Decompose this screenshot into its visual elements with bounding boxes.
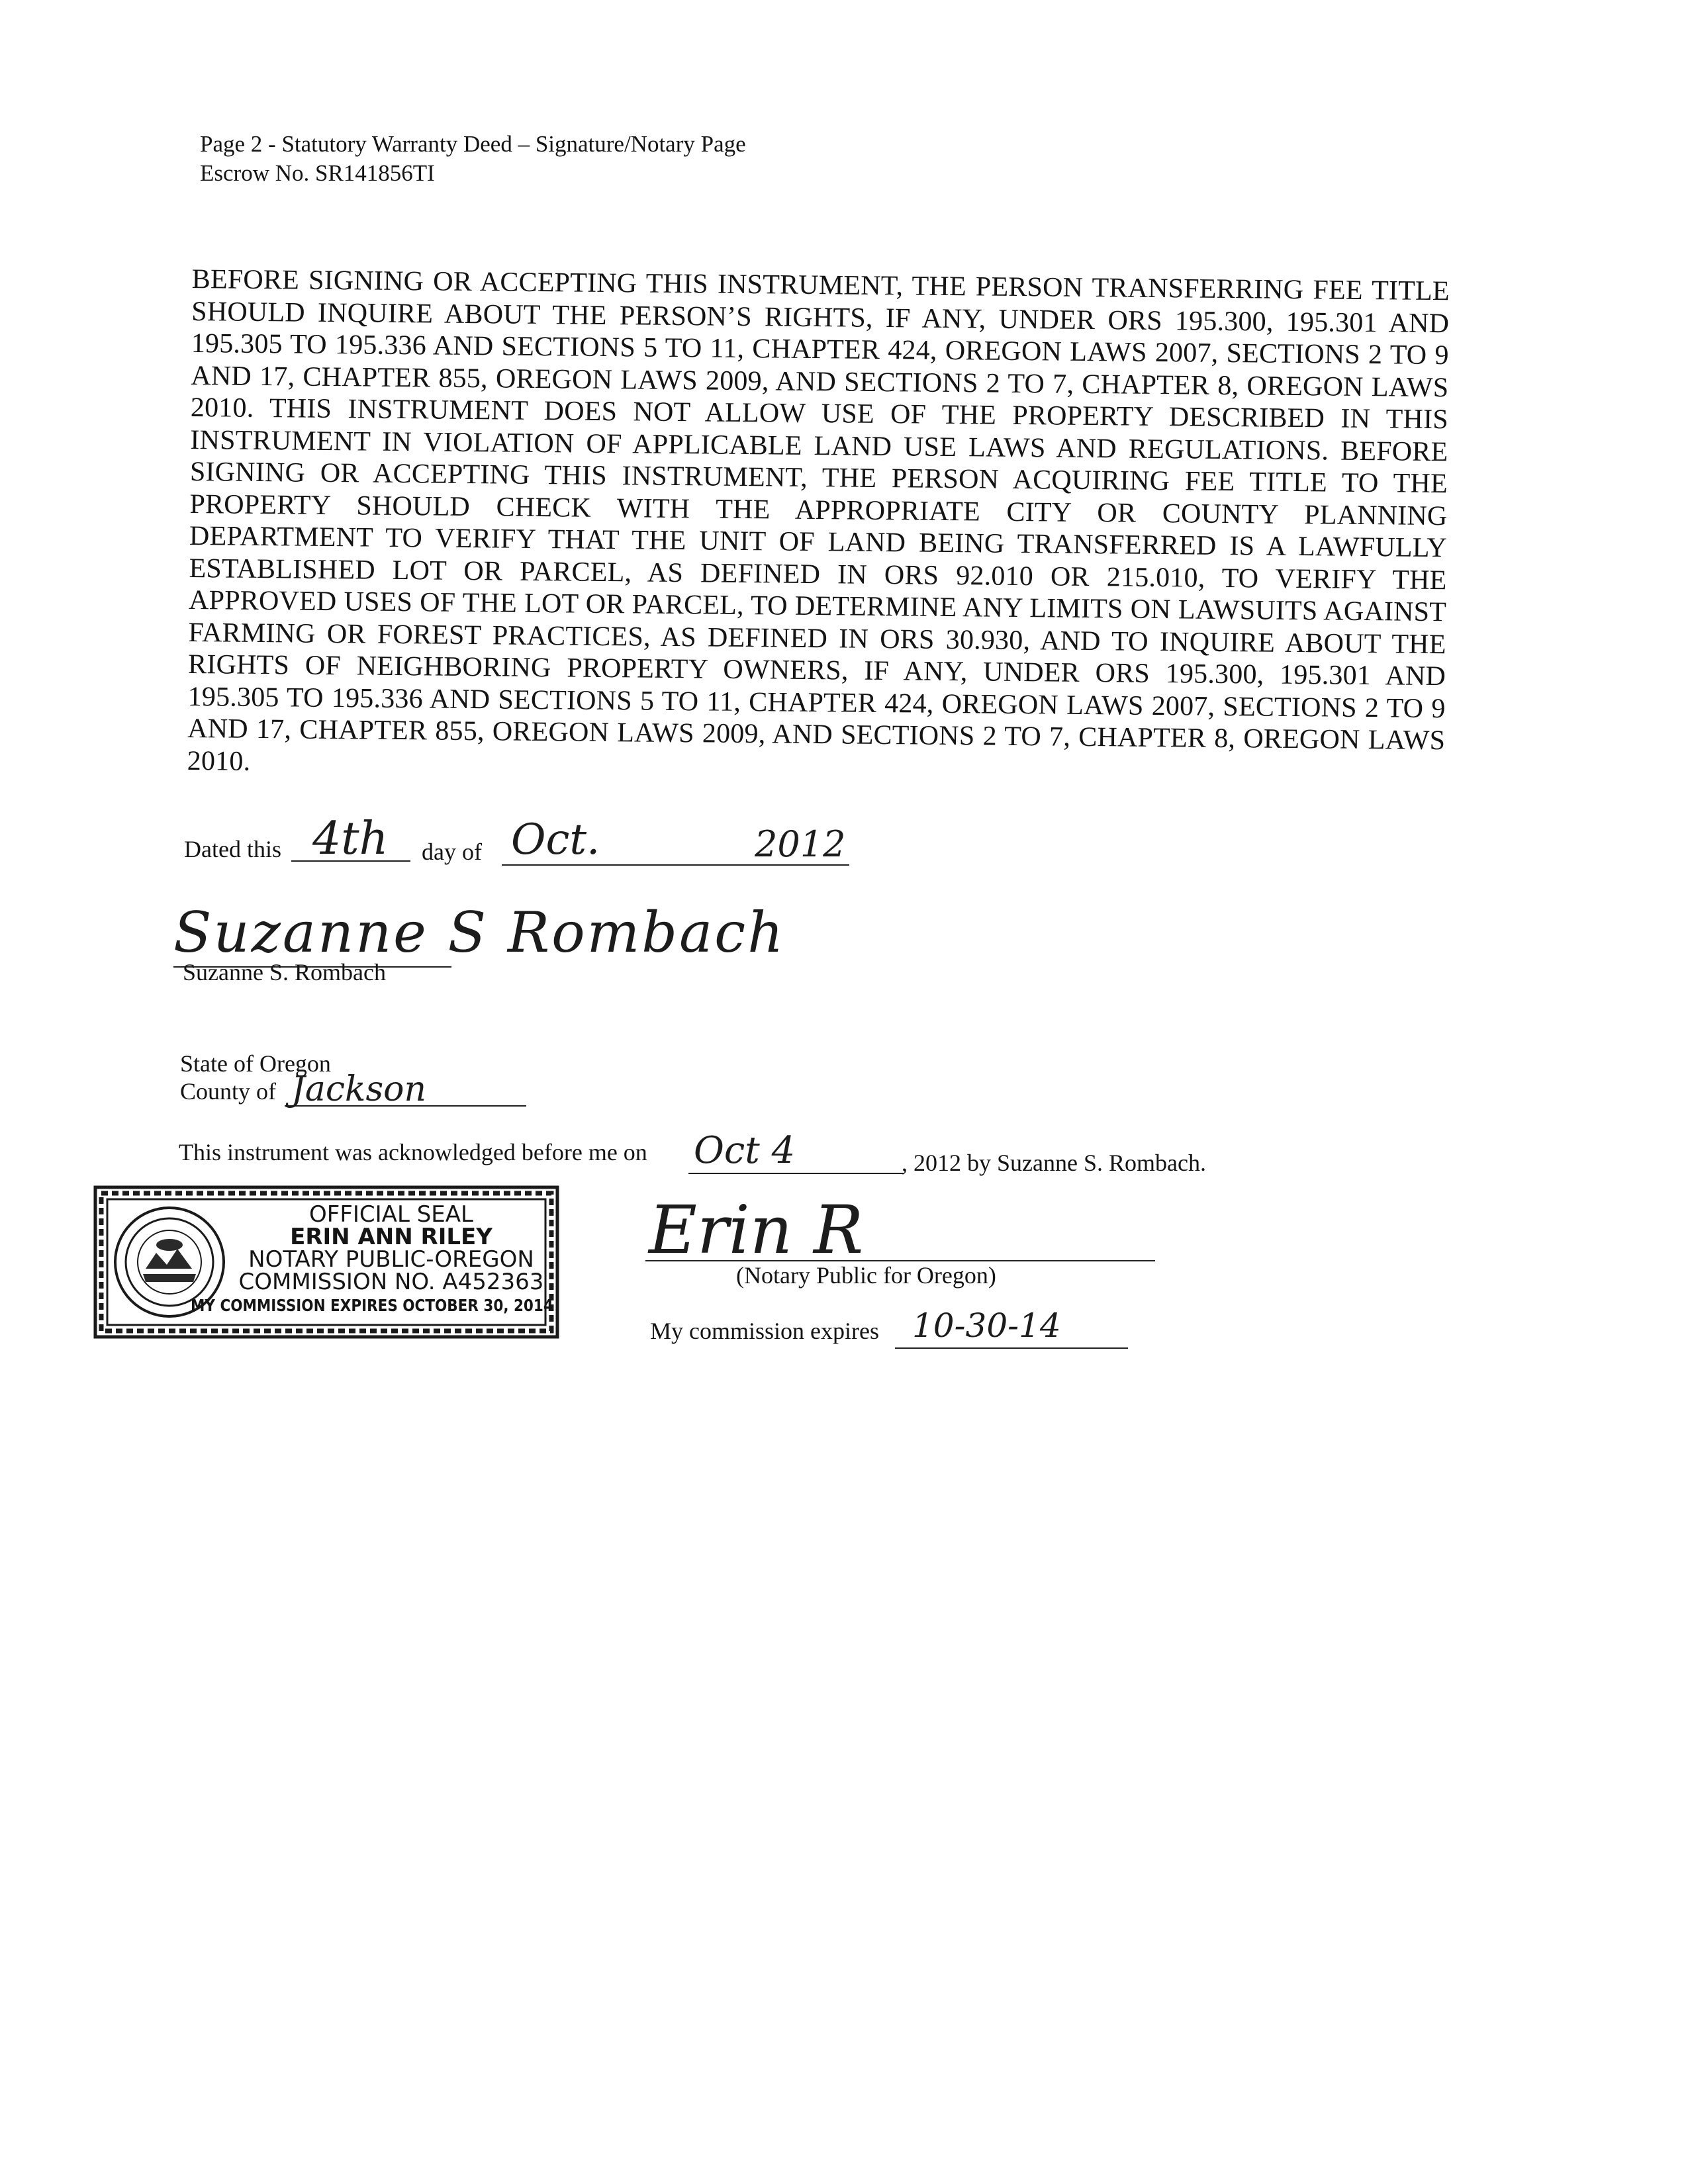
escrow-number: Escrow No. SR141856TI [200,160,435,186]
expires-handwritten: 10-30-14 [912,1306,1061,1345]
statutory-statement: BEFORE SIGNING OR ACCEPTING THIS INSTRUMENT, THE PERSON TRANSFERRING FEE TITLE SHOULD INQUIRE ABOUT THE PERSON’S RIGHTS, IF ANY, UNDER ORS 195.300, 195.301 AND 195.305 TO 195.336 AND SECTIONS 5 TO 11, CHAPTER 424, OREGON LAWS 2007, SECTIONS 2 TO 9 AND 17, CHAPTER 855, OREGON LAWS 2009, AND SECTIONS 2 TO 7, CHAPTER 8, OREGON LAWS 2010. THIS INSTRUMENT DOES NOT ALLOW USE OF THE PROPERTY DESCRIBED IN THIS INSTRUMENT IN VIOLATION OF APPLICABLE LAND USE LAWS AND REGULATIONS. BEFORE SIGNING OR ACCEPTING THIS INSTRUMENT, THE PERSON ACQUIRING FEE TITLE TO THE PROPERTY SHOULD CHECK WITH THE APPROPRIATE CITY OR COUNTY PLANNING DEPARTMENT TO VERIFY THAT THE UNIT OF LAND BEING TRANSFERRED IS A LAWFULLY ESTABLISHED LOT OR PARCEL, AS DEFINED IN ORS 92.010 OR 215.010, TO VERIFY THE APPROVED USES OF THE LOT OR PARCEL, TO DETERMINE ANY LIMITS ON LAWSUITS AGAINST FARMING OR FOREST PRACTICES, AS DEFINED IN ORS 30.930, AND TO INQUIRE ABOUT THE RIGHTS OF NEIGHBORING PROPERTY OWNERS, IF ANY, UNDER ORS 195.300, 195.301 AND 195.305 TO 195.336 AND SECTIONS 5 TO 11, CHAPTER 424, OREGON LAWS 2007, SECTIONS 2 TO 9 AND 17, CHAPTER 855, OREGON LAWS 2009, AND SECTIONS 2 TO 7, CHAPTER 8, OREGON LAWS 2010. [187,263,1450,777]
ack-date-handwritten: Oct 4 [694,1129,796,1172]
notary-caption: (Notary Public for Oregon) [736,1262,996,1289]
county-label: County of [180,1078,277,1105]
page-title: Page 2 - Statutory Warranty Deed – Signature/Notary Page [200,131,746,157]
year-handwritten: 2012 [755,823,846,865]
commission-expires-label: My commission expires [650,1318,879,1344]
month-handwritten: Oct. [511,815,600,864]
county-handwritten: Jackson [291,1069,426,1109]
seal-text-block [236,1203,547,1293]
notary-signature: Erin R [649,1191,864,1269]
state-line: State of Oregon [180,1050,331,1077]
dated-label: Dated this [184,836,281,862]
day-handwritten: 4th [312,813,389,865]
ack-date-line [688,1173,904,1174]
seal-title: OFFICIAL SEAL [309,1201,473,1228]
day-of-label: day of [422,839,482,865]
acknowledgment-label: This instrument was acknowledged before me on [179,1139,647,1165]
seal-expiration: MY COMMISSION EXPIRES OCTOBER 30, 2014 [191,1296,553,1315]
seal-commission-number: COMMISSION NO. A452363 [238,1269,544,1295]
official-notary-seal [91,1183,561,1341]
seal-jurisdiction: NOTARY PUBLIC-OREGON [248,1246,534,1273]
expires-line [895,1347,1128,1349]
signer-printed-name: Suzanne S. Rombach [183,959,386,985]
signer-signature: Suzanne S Rombach [173,900,786,965]
seal-notary-name: ERIN ANN RILEY [290,1224,492,1250]
document-header [200,130,746,188]
ack-suffix: , 2012 by Suzanne S. Rombach. [902,1150,1206,1176]
